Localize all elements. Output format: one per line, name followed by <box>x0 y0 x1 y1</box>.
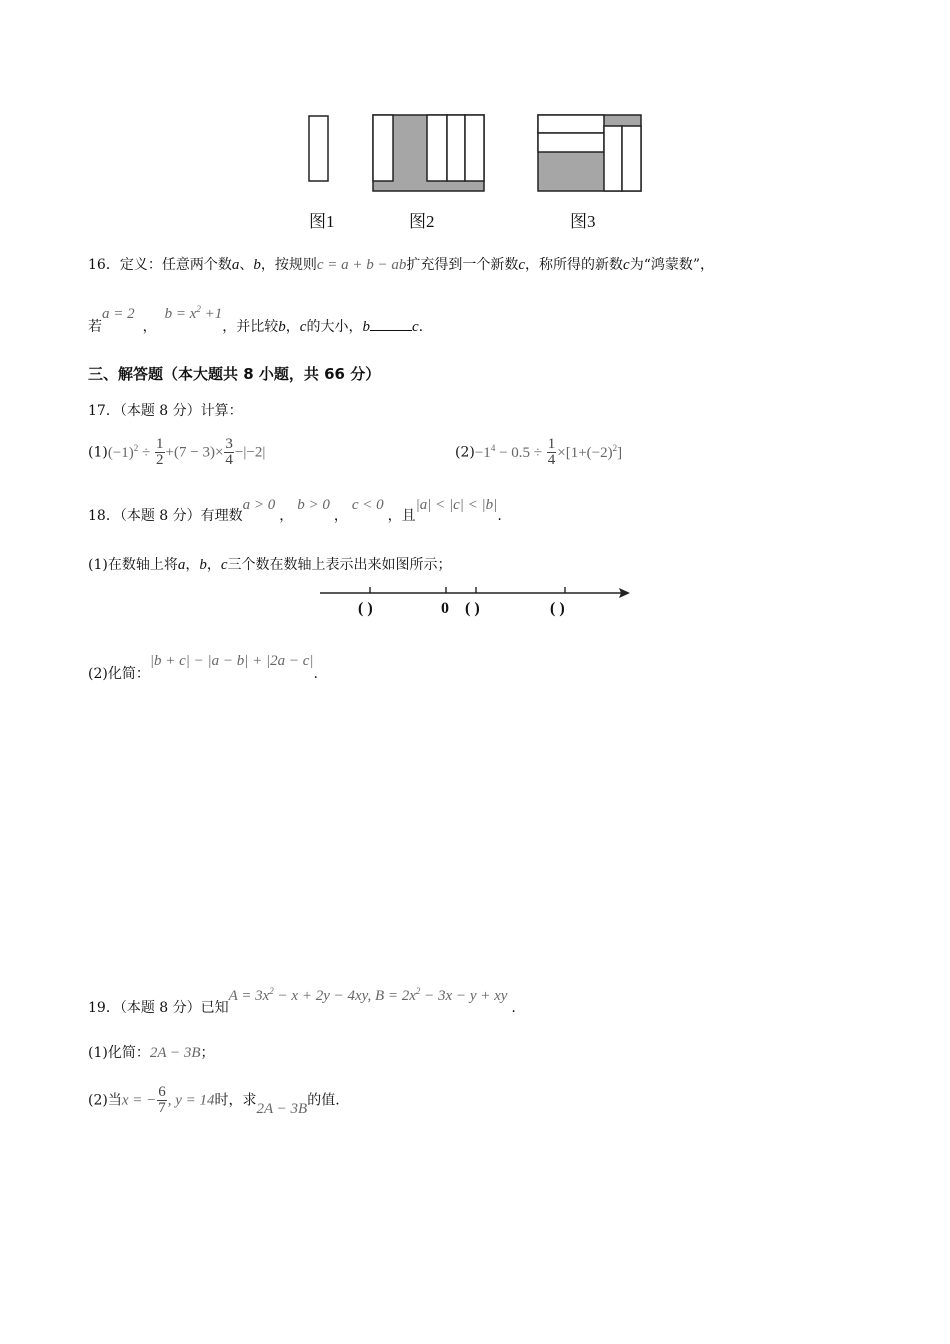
expression: 2A − 3B <box>256 1100 308 1117</box>
fraction <box>155 437 165 468</box>
text: ； <box>200 1045 215 1061</box>
question-19-part-1 <box>88 1042 215 1062</box>
var: b <box>199 557 207 573</box>
text: ，按规则 <box>260 257 317 273</box>
section-heading: 三、解答题（本大题共 8 小题，共 66 分） <box>88 365 381 383</box>
var: c <box>411 319 419 335</box>
text: (−1) <box>107 444 134 461</box>
text: − 3x − y + xy <box>420 988 508 1004</box>
exponent: 2 <box>415 986 421 996</box>
numerator: 1 <box>547 436 556 452</box>
numerator: 3 <box>225 436 233 452</box>
expression: |b + c| − |a − b| + |2a − c| <box>149 653 314 669</box>
given-expression <box>229 988 508 1004</box>
figures-1-2-3 <box>300 108 660 198</box>
text: ， <box>206 557 221 573</box>
text: − 0.5 ÷ <box>495 444 546 461</box>
text: (2)当 <box>88 1092 122 1109</box>
denominator: 4 <box>225 452 233 468</box>
text: (2)化简： <box>88 666 150 682</box>
exponent: 2 <box>196 304 201 314</box>
var: b <box>278 319 286 335</box>
text: ， <box>285 319 300 335</box>
condition: b > 0 <box>297 497 330 513</box>
text: (1)在数轴上将 <box>88 557 178 573</box>
figure-2-rect <box>465 115 484 181</box>
figure-2-rect <box>373 115 393 181</box>
var: c <box>299 319 307 335</box>
figure-2-rect <box>447 115 465 181</box>
text: 三个数在数轴上表示出来如图所示； <box>227 557 452 573</box>
text: ， <box>142 319 157 335</box>
part-label: (1) <box>88 444 108 461</box>
text: +(7 − 3)× <box>165 444 224 461</box>
question-19-part-2 <box>88 1085 340 1116</box>
text: . <box>313 666 318 682</box>
text: −1 <box>474 444 491 461</box>
question-17-part-2 <box>455 437 622 468</box>
var: c <box>220 557 228 573</box>
exponent: 2 <box>133 442 139 453</box>
text: ， <box>333 508 348 524</box>
fraction <box>224 437 234 468</box>
condition: |a| < |c| < |b| <box>415 497 498 513</box>
text: . <box>511 1000 516 1016</box>
fraction <box>547 437 557 468</box>
text: 扩充得到一个新数 <box>406 257 519 273</box>
exponent: 4 <box>490 442 496 453</box>
text: . <box>497 508 502 524</box>
denominator: 7 <box>158 1100 166 1116</box>
text: 时，求 <box>214 1092 257 1109</box>
rule-formula: c = a + b − ab <box>316 257 407 273</box>
text: ， <box>185 557 200 573</box>
question-18-title <box>88 494 502 524</box>
text: 为“鸿蒙数”， <box>629 257 715 273</box>
figure-2-rect <box>427 115 447 181</box>
text: 18．（本题 8 分）有理数 <box>88 508 243 524</box>
text: . <box>418 319 424 335</box>
text: 的值. <box>307 1092 340 1109</box>
zero-label: 0 <box>441 600 449 617</box>
question-16-line-1 <box>88 254 714 274</box>
text: ] <box>617 444 623 461</box>
fraction <box>157 1085 167 1116</box>
text: ，并比较 <box>222 319 279 335</box>
text: +1 <box>200 306 223 322</box>
part-label: (2) <box>455 444 475 461</box>
text: ×[1+(−2) <box>557 444 613 461</box>
text: , y = 14 <box>167 1092 215 1109</box>
placeholder-a[interactable]: ( ) <box>465 600 480 617</box>
placeholder-c[interactable]: ( ) <box>358 600 373 617</box>
figure-1-label: 图1 <box>309 212 335 231</box>
var: a <box>231 257 240 273</box>
numerator: 6 <box>158 1084 166 1100</box>
text: (1)化简： <box>88 1045 150 1061</box>
numerator: 1 <box>156 436 164 452</box>
text: 、 <box>239 257 254 273</box>
denominator: 4 <box>547 452 556 468</box>
text: b = x <box>164 306 197 322</box>
text: ÷ <box>138 444 155 461</box>
var: c <box>623 257 630 273</box>
text: − x + 2y − 4xy, B = 2x <box>273 988 416 1004</box>
figure-3-rect <box>538 133 604 152</box>
condition-b <box>165 306 223 322</box>
condition: a > 0 <box>242 497 276 513</box>
text: 16．定义：任意两个数 <box>88 257 232 273</box>
denominator: 2 <box>156 452 164 468</box>
text: −|−2| <box>234 444 266 461</box>
question-16-line-2 <box>88 303 424 335</box>
figure-3-rect <box>622 126 641 191</box>
var: a <box>177 557 186 573</box>
condition: c < 0 <box>351 497 384 513</box>
text: 19．（本题 8 分）已知 <box>88 1000 229 1016</box>
figure-3-rect <box>538 115 604 133</box>
exponent: 2 <box>612 442 618 453</box>
text: x = − <box>121 1092 157 1109</box>
figure-2-label: 图2 <box>409 212 435 231</box>
var: c <box>518 257 526 273</box>
text: ，且 <box>387 508 416 524</box>
var: b <box>362 319 370 335</box>
condition-a: a = 2 <box>102 306 135 322</box>
text: ， <box>279 508 294 524</box>
question-18-part-1 <box>88 554 452 574</box>
text: 若 <box>88 319 102 335</box>
question-18-part-2 <box>88 650 318 682</box>
number-line <box>310 582 640 602</box>
var: b <box>253 257 261 273</box>
text: A = 3x <box>228 988 270 1004</box>
figure-3-rect <box>604 126 622 191</box>
figure-1-rectangle <box>309 116 328 181</box>
placeholder-b[interactable]: ( ) <box>550 600 565 617</box>
question-17-title: 17．（本题 8 分）计算： <box>88 403 243 419</box>
question-17-part-1 <box>88 437 265 468</box>
answer-blank[interactable] <box>370 318 412 331</box>
exponent: 2 <box>269 986 274 996</box>
text: 的大小， <box>306 319 363 335</box>
question-19-title <box>88 985 516 1016</box>
expression: 2A − 3B <box>149 1045 201 1061</box>
text: ，称所得的新数 <box>525 257 624 273</box>
figure-3-label: 图3 <box>570 212 596 231</box>
